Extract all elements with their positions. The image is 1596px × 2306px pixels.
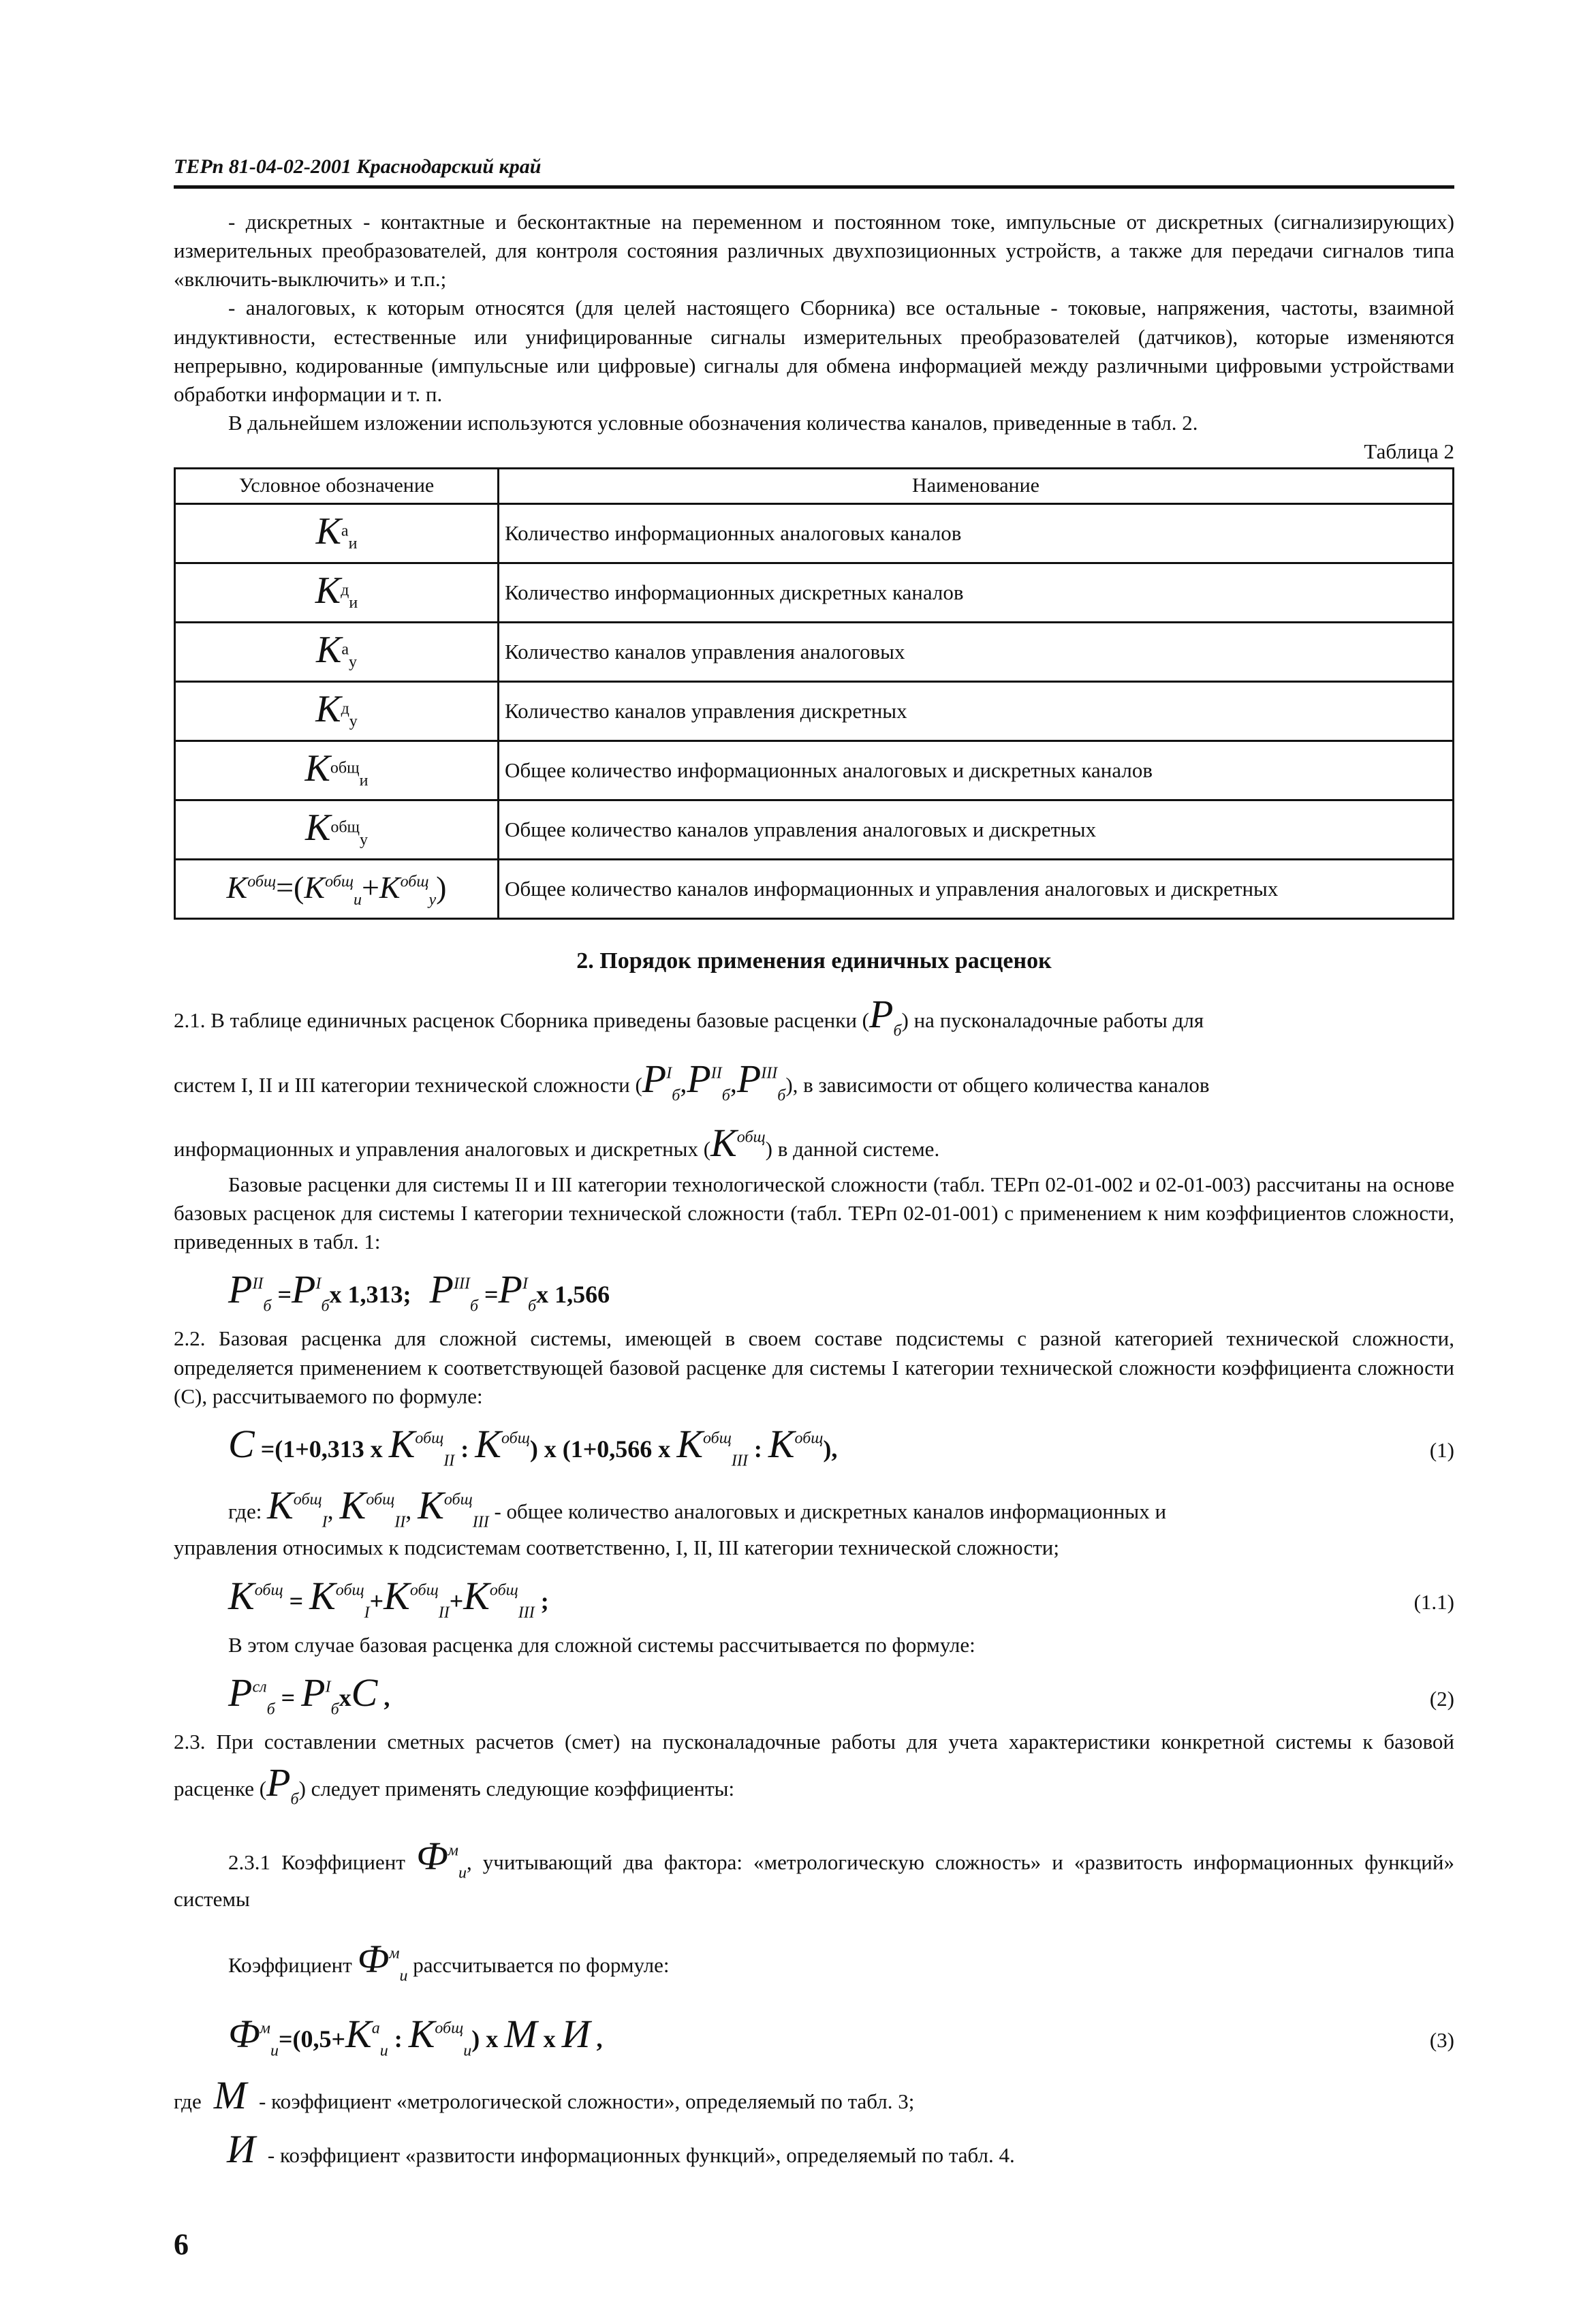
- table-row: [175, 504, 1454, 563]
- paragraph-discrete: - дискретных - контактные и бесконтактные на переменном и постоянном токе, импульсные от дискретных (сигнализирующих) измерительных преобразователей, для контроля состояния различных двухпозиционных устройств, а также для передачи сигналов типа «включить-выключить» и т.п.;: [174, 210, 1454, 292]
- symbol-Pb: $P_б$: [266, 1760, 299, 1809]
- name-cell: Количество информационных аналоговых каналов: [499, 504, 1454, 563]
- symbol-base: K: [315, 628, 342, 671]
- symbol-sub: и: [359, 771, 369, 790]
- paragraph-2-1c: [174, 1117, 1454, 1170]
- symbol-cell: [175, 800, 499, 860]
- text-fragment: Коэффициент: [228, 1952, 352, 1977]
- text-fragment: ) на пусконаладочные работы для: [901, 1008, 1204, 1033]
- symbol-Phi: $Ф^м_и$: [416, 1834, 467, 1883]
- symbol-M: M: [213, 2073, 247, 2118]
- text-fragment: , учитывающий два фактора: «метрологическую сложность» и «развитость информационных функций» системы: [174, 1850, 1454, 1911]
- symbol-sub: у: [349, 712, 358, 730]
- name-cell: Общее количество информационных аналоговых и дискретных каналов: [499, 741, 1454, 800]
- text-fragment: где:: [228, 1499, 262, 1524]
- text-fragment: систем I, II и III категории технической сложности (: [174, 1072, 642, 1097]
- text-fragment: ), в зависимости от общего количества каналов: [785, 1072, 1210, 1097]
- table-row: [175, 800, 1454, 860]
- symbol-sup: а: [341, 640, 349, 659]
- symbol-cell: [175, 741, 499, 800]
- name-cell: Количество каналов управления аналоговых: [499, 623, 1454, 682]
- symbol-cell: [175, 563, 499, 623]
- formula-number: (3): [1429, 2028, 1454, 2053]
- formula-number: (1.1): [1413, 1589, 1454, 1614]
- paragraph-2-2: 2.2. Базовая расценка для сложной системы, имеющей в своем составе подсистемы с разной категорией технической сложности, определяется применением к соответствующей базовой расценке для системы I категории технической сложности коэффициента сложности (С), рассчитываемого по формуле:: [174, 1326, 1454, 1408]
- formula-2: $P^{сл}_б = P^I_бxC$ , (2): [228, 1670, 1454, 1719]
- name-cell: Количество информационных дискретных каналов: [499, 563, 1454, 623]
- symbol-Pb: $P_б$: [869, 992, 902, 1041]
- where-I: [174, 2123, 1454, 2177]
- table-row: [175, 623, 1454, 682]
- symbol-cell-total: $K^{общ}=(K^{общ}_и+K^{общ}_у)$: [175, 860, 499, 919]
- text-fragment: ) следует применять следующие коэффициенты:: [298, 1777, 735, 1801]
- text-fragment: информационных и управления аналоговых и дискретных (: [174, 1136, 711, 1161]
- paragraph-2-2-complex: В этом случае базовая расценка для сложной системы рассчитывается по формуле:: [228, 1632, 975, 1657]
- paragraph-analog: - аналоговых, к которым относятся (для целей настоящего Сборника) все остальные - токовые, напряжения, частоты, взаимной индуктивности, естественные или унифицированные сигналы измерительных преобразователей (датчиков), которые изменяются непрерывно, кодированные (импульсные или цифровые) сигналы для обмена информацией между различными цифровыми устройствами обработки информации и т. п.: [174, 296, 1454, 406]
- paragraph-2-1-base: Базовые расценки для системы II и III категории технологической сложности (табл. ТЕРп 02-01-002 и 02-01-003) рассчитаны на основе базовых расценок для системы I категории технической сложности (табл. ТЕРп 02-01-001) с применением к ним коэффициентов сложности, приведенных в табл. 1:: [174, 1172, 1454, 1254]
- symbol-sup: д: [341, 700, 349, 718]
- formula-3: $Ф^м_и=(0,5+K^а_и$ : $K^{общ}_и$) x M x И , (3): [228, 2012, 1454, 2060]
- paragraph-2-1a: [174, 988, 1454, 1042]
- paragraph-2-3: [174, 1728, 1454, 1811]
- symbol-P-categories: $P^I_б,P^{II}_б,P^{III}_б$: [642, 1056, 786, 1105]
- formula-1-1: $K^{общ} = K^{общ}_I+K^{общ}_{II}+K^{общ}_{III}$ ; (1.1): [228, 1573, 1454, 1622]
- symbol-base: K: [315, 569, 341, 612]
- table-header-row: [175, 469, 1454, 504]
- symbol-sup: д: [341, 581, 349, 599]
- page-number: 6: [174, 2228, 189, 2261]
- channels-table: [174, 467, 1454, 920]
- symbol-sup: общ: [330, 759, 360, 777]
- text-fragment: где: [174, 2089, 202, 2114]
- symbol-sub: у: [349, 653, 357, 671]
- name-cell: Общее количество каналов информационных и управления аналоговых и дискретных: [499, 860, 1454, 919]
- table-row: [175, 741, 1454, 800]
- where-M: [174, 2069, 1454, 2123]
- formula-1: C =(1+0,313 x $K^{общ}_{II}$ : $K^{общ}$) x (1+0,566 x $K^{общ}_{III}$ : $K^{общ}$), (1): [228, 1421, 1454, 1470]
- symbol-base: K: [315, 687, 341, 730]
- header-symbol: Условное обозначение: [175, 469, 499, 504]
- text-fragment: 2.1. В таблице единичных расценок Сборника приведены базовые расценки (: [174, 1008, 869, 1033]
- symbol-cell: [175, 504, 499, 563]
- table-row: [175, 682, 1454, 741]
- paragraph-table-intro: В дальнейшем изложении используются условные обозначения количества каналов, приведенные в табл. 2.: [228, 411, 1198, 435]
- page-content: [174, 208, 1454, 2177]
- symbol-sup: общ: [330, 818, 360, 837]
- symbol-K-total: $K^{общ}$: [710, 1120, 766, 1165]
- table-caption: Таблица 2: [1364, 439, 1454, 464]
- formula-category-coefficients: $P^{II}_б$ = $P^I_б$ x 1,313; $P^{III}_б$ = $P^I_б$ x 1,566: [228, 1267, 610, 1315]
- symbol-base: K: [304, 806, 331, 849]
- section-title: 2. Порядок применения единичных расценок: [576, 948, 1052, 974]
- symbol-sup: а: [341, 522, 349, 540]
- symbol-K-subsystems: $K^{общ}_I$, $K^{общ}_{II}$, $K^{общ}_{III}$: [267, 1483, 489, 1531]
- page-header: ТЕРп 81-04-02-2001 Краснодарский край: [174, 153, 1454, 189]
- symbol-base: K: [315, 510, 341, 552]
- symbol-base: K: [304, 747, 330, 790]
- paragraph-2-3-1-calc: [174, 1933, 1454, 1987]
- paragraph-where-1: [174, 1479, 1454, 1533]
- symbol-cell: [175, 682, 499, 741]
- text-fragment: ) в данной системе.: [765, 1136, 940, 1161]
- formula-number: (2): [1429, 1686, 1454, 1711]
- name-cell: Количество каналов управления дискретных: [499, 682, 1454, 741]
- table-row: [175, 860, 1454, 919]
- symbol-sub: и: [349, 593, 358, 612]
- paragraph-2-3-1: [174, 1830, 1454, 1913]
- paragraph-where-1c: управления относимых к подсистемам соответственно, I, II, III категории технической сложности;: [174, 1536, 1059, 1560]
- name-cell: Общее количество каналов управления аналоговых и дискретных: [499, 800, 1454, 860]
- table-row: [175, 563, 1454, 623]
- text-fragment: - общее количество аналоговых и дискретных каналов информационных и: [494, 1499, 1167, 1524]
- text-fragment: - коэффициент «развитости информационных функций», определяемый по табл. 4.: [267, 2143, 1015, 2168]
- formula-number: (1): [1429, 1437, 1454, 1462]
- text-fragment: 2.3. При составлении сметных расчетов (смет) на пусконаладочные работы для учета характеристики конкретной системы к базовой расценке (: [174, 1730, 1454, 1801]
- symbol-sub: у: [360, 830, 369, 849]
- text-fragment: 2.3.1 Коэффициент: [228, 1850, 405, 1875]
- symbol-sub: и: [348, 534, 358, 552]
- header-name: Наименование: [499, 469, 1454, 504]
- text-fragment: рассчитывается по формуле:: [413, 1952, 670, 1977]
- symbol-Phi: $Ф^м_и$: [357, 1936, 408, 1985]
- paragraph-2-1b: [174, 1053, 1454, 1107]
- text-fragment: - коэффициент «метрологической сложности», определяемый по табл. 3;: [259, 2089, 915, 2114]
- symbol-I: И: [227, 2127, 255, 2172]
- symbol-cell: [175, 623, 499, 682]
